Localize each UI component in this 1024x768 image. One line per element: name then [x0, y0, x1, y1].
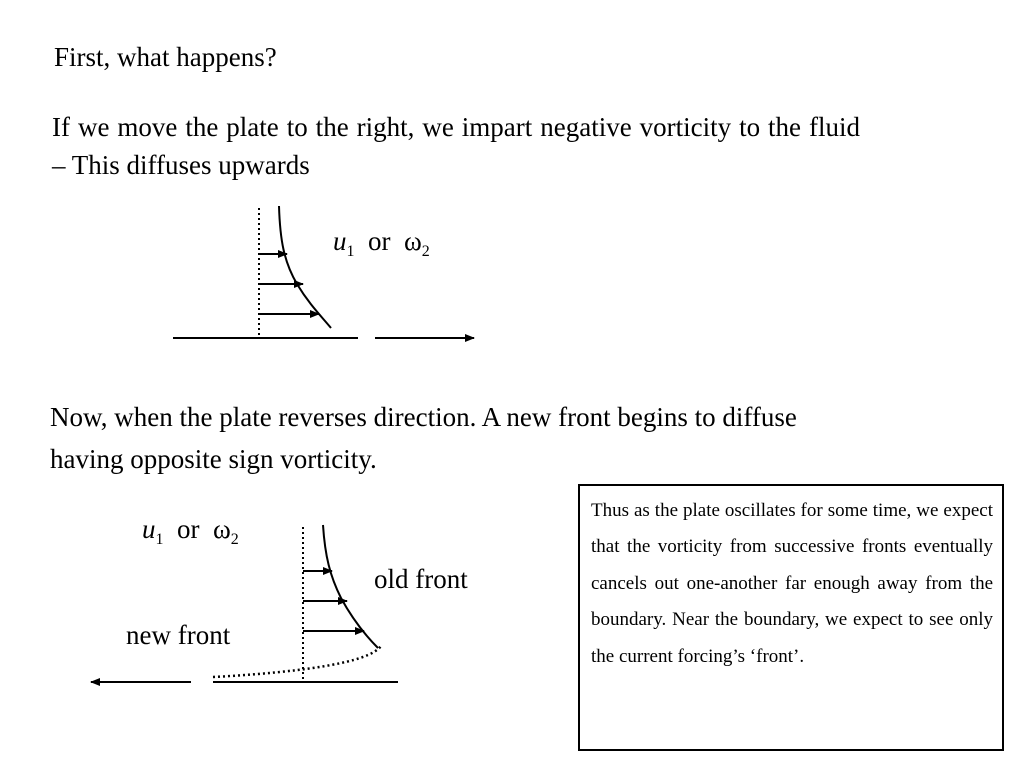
velocity-profile-curve [279, 206, 331, 328]
old-front-profile-curve [323, 525, 378, 648]
or-connector: or [177, 514, 200, 544]
omega-subscript: 2 [421, 243, 430, 260]
new-front-dotted-curve [213, 646, 381, 677]
figure-1-profile [173, 206, 474, 338]
u-subscript: 1 [346, 243, 355, 260]
u-symbol: u [333, 226, 347, 256]
note-text: Thus as the plate oscillates for some time, we expect that the vorticity from successive fronts eventually cancels out one-another far enough away from the boundary. Near the boundary, we expect to see only the current forcing’s ‘front’. [591, 500, 993, 667]
paragraph-plate-reverses: Now, when the plate reverses direction. A new front begins to diffuse having opposite sign vorticity. [50, 402, 797, 474]
omega-subscript: 2 [230, 531, 239, 548]
slide-heading: First, what happens? [54, 42, 277, 72]
new-front-label: new front [126, 620, 231, 650]
figure-2-profile [91, 525, 398, 682]
u-symbol: u [142, 514, 156, 544]
omega-symbol: ω [213, 514, 231, 544]
omega-symbol: ω [404, 226, 422, 256]
old-front-label: old front [374, 564, 468, 594]
u-subscript: 1 [155, 531, 164, 548]
paragraph-plate-moves-right: If we move the plate to the right, we impart negative vorticity to the fluid – This diffuses upwards [52, 112, 860, 180]
or-connector: or [368, 226, 391, 256]
